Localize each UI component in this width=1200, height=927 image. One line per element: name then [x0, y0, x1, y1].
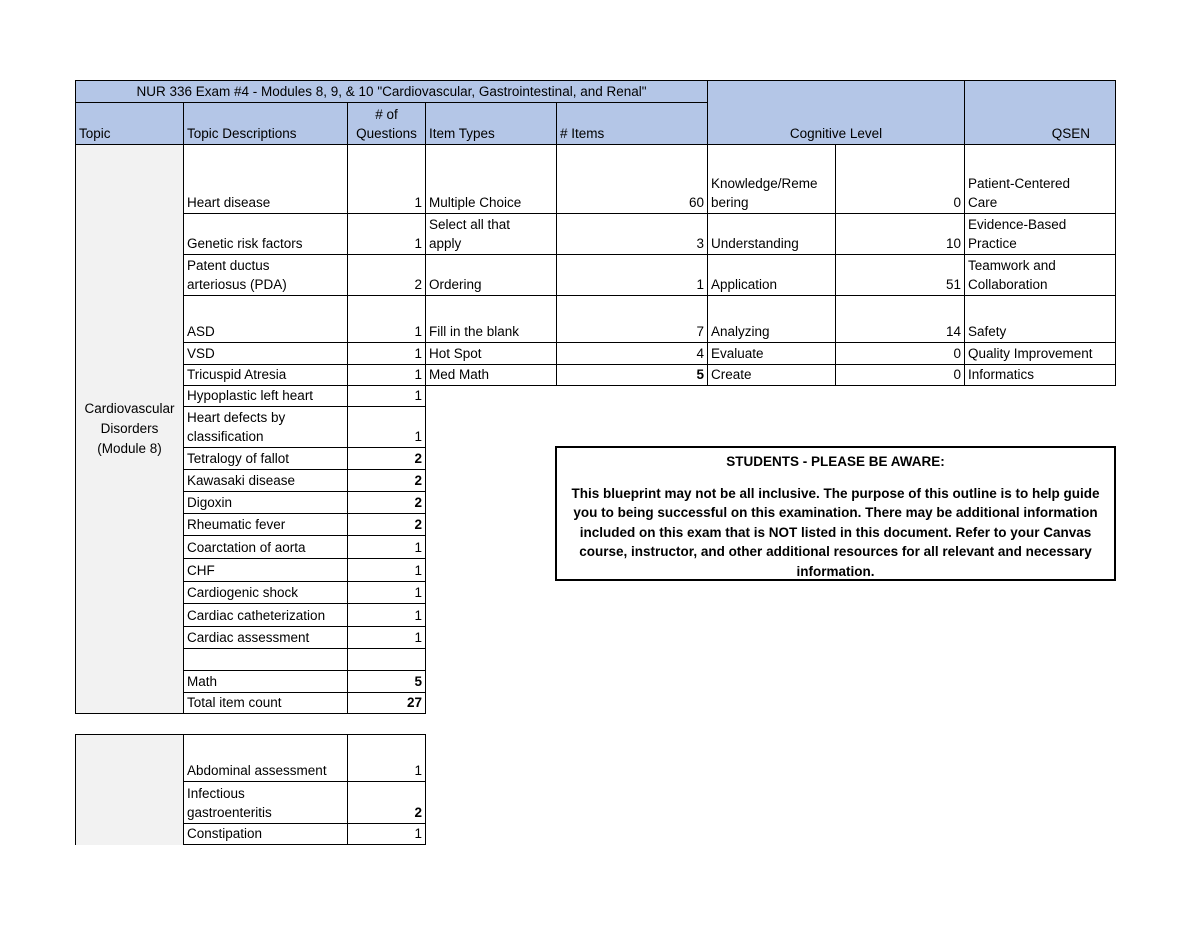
qsen-patient-centered-line2: Care: [968, 195, 998, 210]
cog-count-evaluate: 0: [835, 342, 965, 365]
desc-asd: ASD: [183, 295, 348, 343]
header-num-questions-line2: Questions: [356, 126, 417, 141]
count-asd: 1: [347, 295, 426, 343]
count-kawasaki: 2: [347, 469, 426, 492]
desc-kawasaki: Kawasaki disease: [183, 469, 348, 492]
desc-digoxin: Digoxin: [183, 491, 348, 514]
qsen-evidence-based-line2: Practice: [968, 236, 1017, 251]
item-type-select-all: [425, 213, 557, 255]
desc-genetic-risk: Genetic risk factors: [183, 213, 348, 255]
item-count-hot-spot: 4: [556, 342, 708, 365]
count-gastroenteritis: 2: [347, 781, 426, 824]
count-digoxin: 2: [347, 491, 426, 514]
desc-constipation: Constipation: [183, 823, 348, 845]
cog-count-understanding: 10: [835, 213, 965, 255]
count-coarctation: 1: [347, 535, 426, 559]
desc-abdominal: Abdominal assessment: [183, 734, 348, 782]
desc-math: Math: [183, 670, 348, 693]
cog-knowledge: [707, 144, 836, 214]
desc-heart-defects-line2: classification: [187, 429, 264, 444]
cog-count-application: 51: [835, 254, 965, 296]
header-cognitive-level: Cognitive Level: [789, 126, 883, 141]
count-empty: [347, 648, 426, 671]
qsen-evidence-based-line1: Evidence-Based: [968, 217, 1067, 232]
count-total: 27: [347, 692, 426, 714]
cog-count-analyzing: 14: [835, 295, 965, 343]
desc-tetralogy: Tetralogy of fallot: [183, 447, 348, 470]
item-type-hot-spot: Hot Spot: [425, 342, 557, 365]
exam-title: [75, 80, 708, 103]
count-chf: 1: [347, 558, 426, 582]
desc-cardiac-assessment: Cardiac assessment: [183, 626, 348, 649]
count-heart-disease: 1: [347, 144, 426, 214]
count-constipation: 1: [347, 823, 426, 845]
cog-knowledge-line2: bering: [711, 195, 749, 210]
qsen-informatics: Informatics: [964, 364, 1116, 386]
desc-gastroenteritis: [183, 781, 348, 824]
desc-pda-line2: arteriosus (PDA): [187, 277, 287, 292]
cog-count-knowledge: 0: [835, 144, 965, 214]
desc-coarctation: Coarctation of aorta: [183, 535, 348, 559]
header-item-types: Item Types: [425, 102, 557, 145]
item-type-select-all-line1: Select all that: [429, 217, 511, 232]
count-tricuspid: 1: [347, 364, 426, 386]
students-notice: [555, 446, 1116, 581]
desc-pda: [183, 254, 348, 296]
exam-title-text: NUR 336 Exam #4 - Modules 8, 9, & 10 "Cardiovascular, Gastrointestinal, and Renal": [136, 83, 647, 99]
header-topic-descriptions: Topic Descriptions: [183, 102, 348, 145]
desc-gastroenteritis-line1: Infectious: [187, 786, 245, 801]
notice-title: STUDENTS - PLEASE BE AWARE:: [726, 454, 945, 469]
module8-label-line1: Cardiovascular: [84, 400, 175, 416]
item-type-ordering: Ordering: [425, 254, 557, 296]
desc-vsd: VSD: [183, 342, 348, 365]
count-vsd: 1: [347, 342, 426, 365]
item-type-select-all-line2: apply: [429, 236, 462, 251]
desc-hypoplastic: Hypoplastic left heart: [183, 385, 348, 407]
desc-catheterization: Cardiac catheterization: [183, 603, 348, 627]
qsen-patient-centered: [964, 144, 1116, 214]
desc-empty: [183, 648, 348, 671]
cog-count-create: 0: [835, 364, 965, 386]
desc-tricuspid: Tricuspid Atresia: [183, 364, 348, 386]
header-num-items: # Items: [556, 102, 708, 145]
cog-analyzing: Analyzing: [707, 295, 836, 343]
qsen-safety: Safety: [964, 295, 1116, 343]
notice-body: This blueprint may not be all inclusive. The purpose of this outline is to help guide you to being successful on this examination. There may be additional information included on this exam that is NOT listed in this document. Refer to your Canvas course, instructor, and other additional resources for all relevant and necessary information.: [571, 485, 1100, 579]
item-type-fill-blank: Fill in the blank: [425, 295, 557, 343]
qsen-teamwork: [964, 254, 1116, 296]
cog-knowledge-line1: Knowledge/Reme: [711, 176, 818, 191]
item-count-select-all: 3: [556, 213, 708, 255]
desc-heart-defects-line1: Heart defects by: [187, 410, 286, 425]
desc-pda-line1: Patent ductus: [187, 258, 270, 273]
item-count-fill-blank: 7: [556, 295, 708, 343]
count-catheterization: 1: [347, 603, 426, 627]
item-count-ordering: 1: [556, 254, 708, 296]
module9-topic-cell: [75, 734, 184, 845]
desc-chf: CHF: [183, 558, 348, 582]
count-hypoplastic: 1: [347, 385, 426, 407]
qsen-teamwork-line1: Teamwork and: [968, 258, 1056, 273]
count-abdominal: 1: [347, 734, 426, 782]
count-math: 5: [347, 670, 426, 693]
item-type-med-math: Med Math: [425, 364, 557, 386]
header-qsen: QSEN: [1051, 126, 1090, 141]
cog-create: Create: [707, 364, 836, 386]
qsen-evidence-based: [964, 213, 1116, 255]
cog-evaluate: Evaluate: [707, 342, 836, 365]
desc-rheumatic: Rheumatic fever: [183, 513, 348, 536]
header-topic: Topic: [75, 102, 184, 145]
cog-application: Application: [707, 254, 836, 296]
desc-cardiogenic: Cardiogenic shock: [183, 581, 348, 604]
header-num-questions-line1: # of: [375, 107, 398, 122]
desc-gastroenteritis-line2: gastroenteritis: [187, 805, 272, 820]
desc-heart-defects: [183, 406, 348, 448]
module8-label-line3: (Module 8): [97, 440, 162, 456]
count-cardiogenic: 1: [347, 581, 426, 604]
count-heart-defects: 1: [347, 406, 426, 448]
header-num-questions: [347, 102, 426, 145]
count-pda: 2: [347, 254, 426, 296]
item-type-multiple-choice: Multiple Choice: [425, 144, 557, 214]
qsen-teamwork-line2: Collaboration: [968, 277, 1048, 292]
count-rheumatic: 2: [347, 513, 426, 536]
module8-label-line2: Disorders: [100, 420, 159, 436]
count-genetic-risk: 1: [347, 213, 426, 255]
qsen-patient-centered-line1: Patient-Centered: [968, 176, 1071, 191]
cog-understanding: Understanding: [707, 213, 836, 255]
count-tetralogy: 2: [347, 447, 426, 470]
qsen-quality: Quality Improvement: [964, 342, 1116, 365]
item-count-med-math: 5: [556, 364, 708, 386]
desc-total: Total item count: [183, 692, 348, 714]
desc-heart-disease: Heart disease: [183, 144, 348, 214]
item-count-multiple-choice: 60: [556, 144, 708, 214]
count-cardiac-assessment: 1: [347, 626, 426, 649]
module8-topic-cell: [75, 144, 184, 714]
